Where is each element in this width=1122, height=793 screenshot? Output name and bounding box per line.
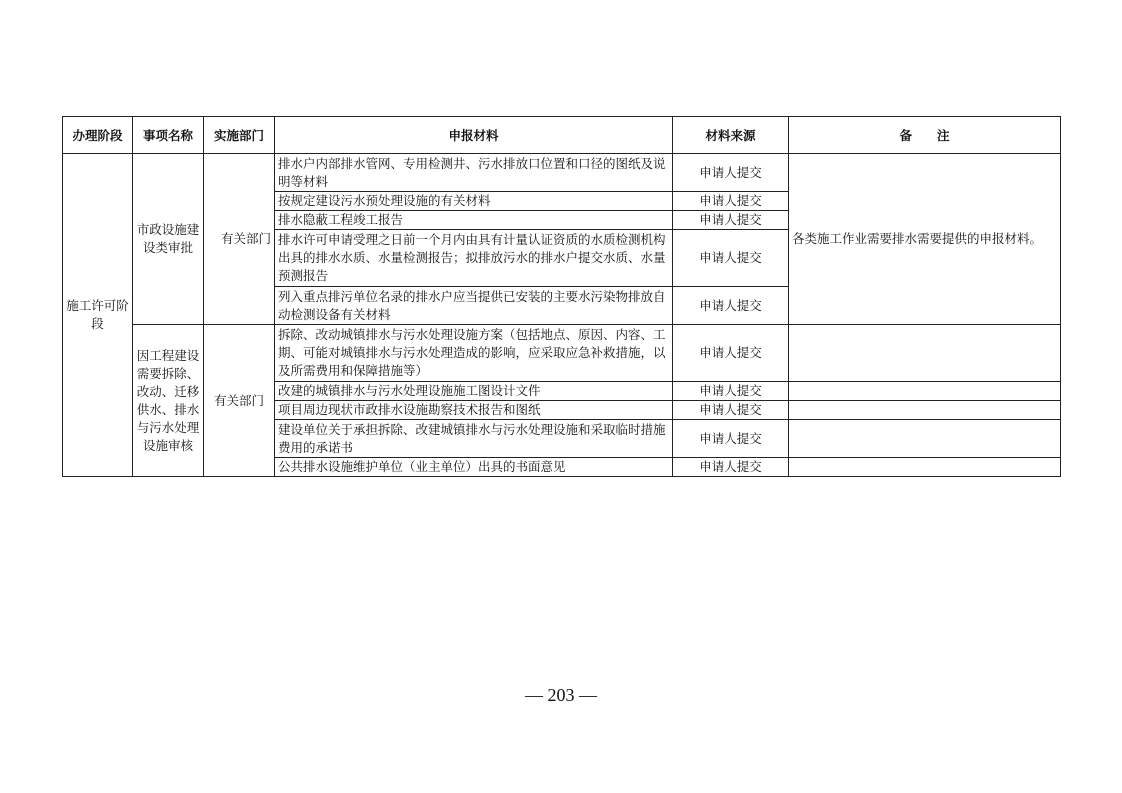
header-notes: 备 注 (789, 117, 1061, 154)
page-number: — 203 — (525, 685, 597, 705)
header-stage: 办理阶段 (63, 117, 133, 154)
material-cell: 公共排水设施维护单位（业主单位）出具的书面意见 (275, 458, 673, 477)
source-cell: 申请人提交 (673, 420, 789, 458)
notes-cell-empty (789, 420, 1061, 458)
material-cell: 列入重点排污单位名录的排水户应当提供已安装的主要水污染物排放自动检测设备有关材料 (275, 287, 673, 325)
stage-cell: 施工许可阶段 (63, 154, 133, 477)
header-item-name: 事项名称 (133, 117, 204, 154)
source-cell: 申请人提交 (673, 382, 789, 401)
dept-cell: 有关部门 (204, 325, 275, 477)
notes-cell: 各类施工作业需要排水需要提供的申报材料。 (789, 154, 1061, 325)
header-dept: 实施部门 (204, 117, 275, 154)
source-cell: 申请人提交 (673, 401, 789, 420)
material-cell: 排水隐蔽工程竣工报告 (275, 211, 673, 230)
item-name-cell: 市政设施建设类审批 (133, 154, 204, 325)
source-cell: 申请人提交 (673, 211, 789, 230)
table-row (63, 325, 1061, 382)
source-cell: 申请人提交 (673, 325, 789, 382)
notes-cell-empty (789, 458, 1061, 477)
notes-cell-empty (789, 401, 1061, 420)
source-cell: 申请人提交 (673, 230, 789, 287)
notes-cell-empty (789, 325, 1061, 382)
table-row (63, 154, 1061, 192)
source-cell: 申请人提交 (673, 287, 789, 325)
header-row (63, 117, 1061, 154)
header-materials: 申报材料 (275, 117, 673, 154)
material-cell: 建设单位关于承担拆除、改建城镇排水与污水处理设施和采取临时措施费用的承诺书 (275, 420, 673, 458)
item-name-cell: 因工程建设需要拆除、改动、迁移供水、排水与污水处理设施审核 (133, 325, 204, 477)
source-cell: 申请人提交 (673, 192, 789, 211)
source-cell: 申请人提交 (673, 154, 789, 192)
material-cell: 项目周边现状市政排水设施勘察技术报告和图纸 (275, 401, 673, 420)
materials-table (62, 116, 1061, 477)
material-cell: 按规定建设污水预处理设施的有关材料 (275, 192, 673, 211)
material-cell: 排水许可申请受理之日前一个月内由具有计量认证资质的水质检测机构出具的排水水质、水量检测报告；拟排放污水的排水户提交水质、水量预测报告 (275, 230, 673, 287)
dept-cell: 有关部门 (204, 154, 275, 325)
header-source: 材料来源 (673, 117, 789, 154)
material-cell: 拆除、改动城镇排水与污水处理设施方案（包括地点、原因、内容、工期、可能对城镇排水与污水处理造成的影响，应采取应急补救措施，以及所需费用和保障措施等） (275, 325, 673, 382)
source-cell: 申请人提交 (673, 458, 789, 477)
notes-cell-empty (789, 382, 1061, 401)
material-cell: 改建的城镇排水与污水处理设施施工图设计文件 (275, 382, 673, 401)
material-cell: 排水户内部排水管网、专用检测井、污水排放口位置和口径的图纸及说明等材料 (275, 154, 673, 192)
